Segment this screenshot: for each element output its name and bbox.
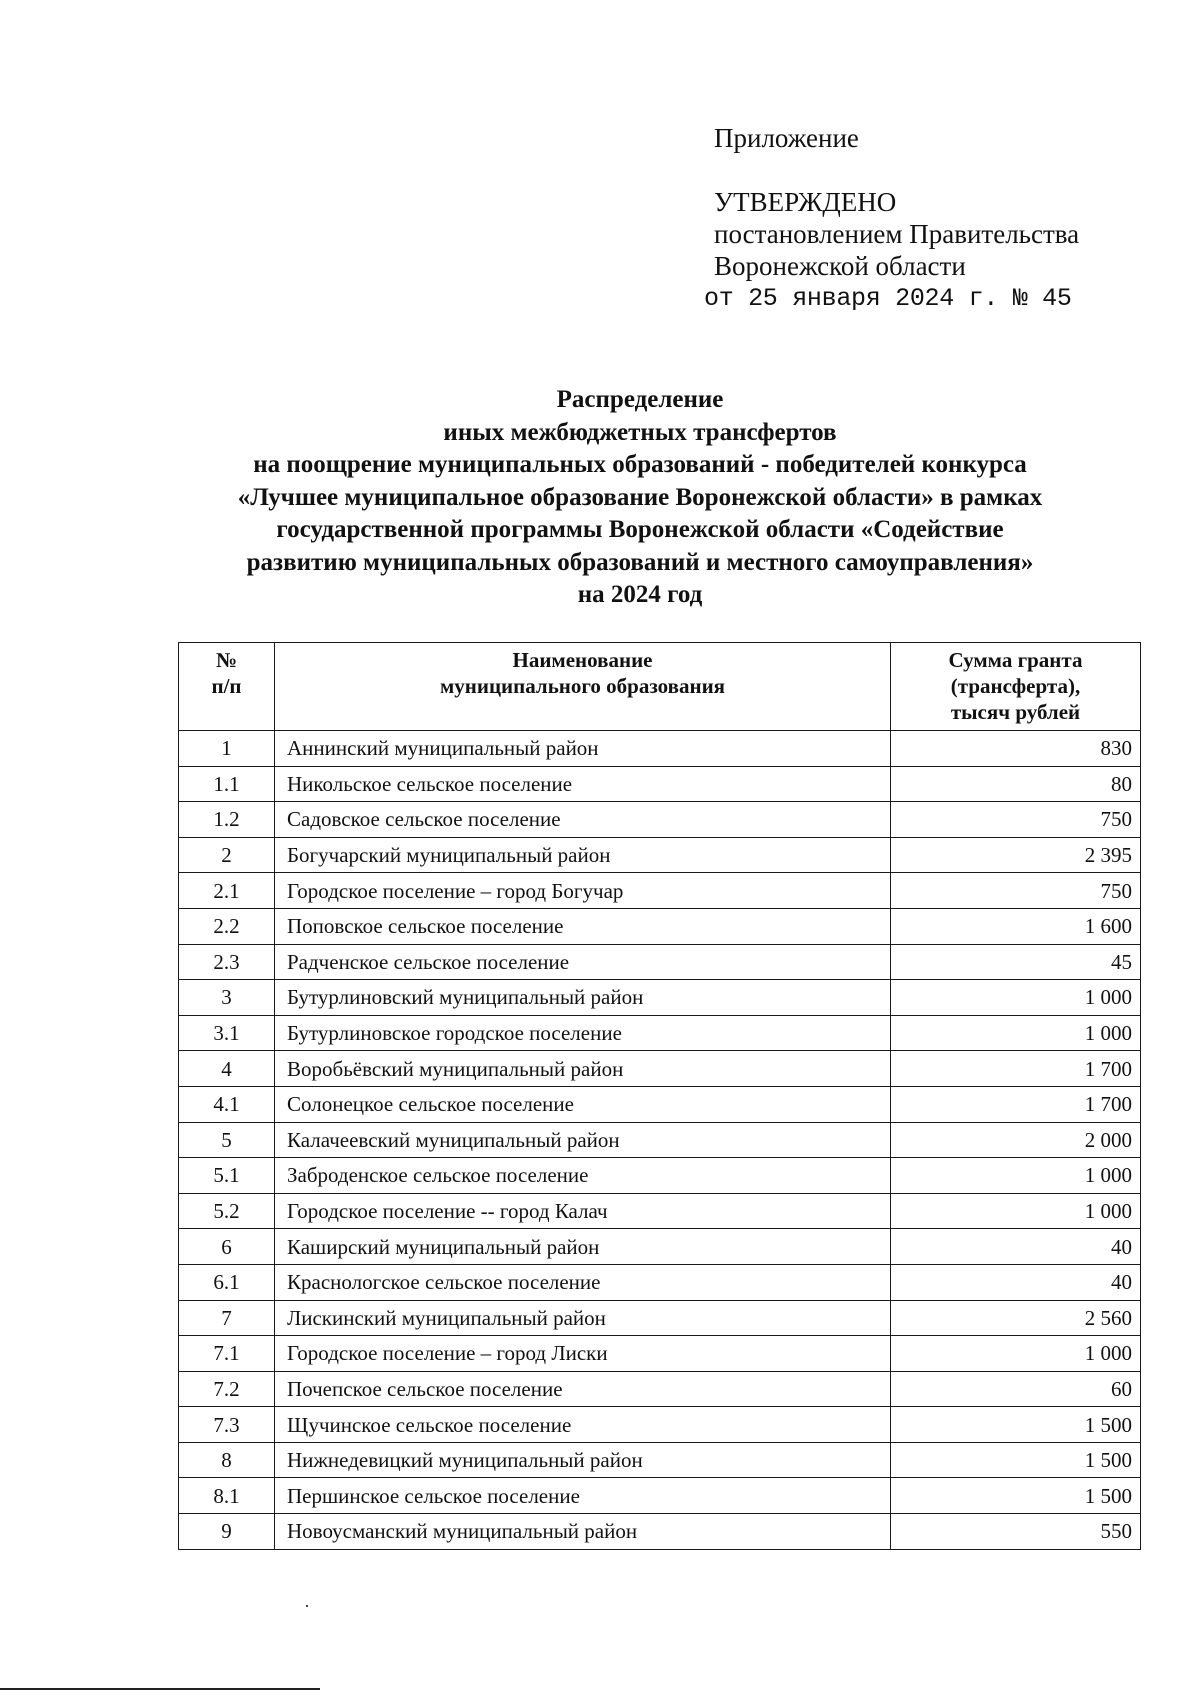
row-municipality-name: Лискинский муниципальный район <box>275 1300 891 1336</box>
table-row <box>179 1407 1141 1443</box>
row-number: 2 <box>179 837 275 873</box>
title-line: на 2024 год <box>577 581 703 608</box>
title-line: государственной программы Воронежской области «Содействие <box>276 516 1004 543</box>
table-row <box>179 980 1141 1016</box>
row-number: 4.1 <box>179 1086 275 1122</box>
row-number: 6.1 <box>179 1264 275 1300</box>
row-grant-sum: 1 000 <box>891 1193 1141 1229</box>
header-sum <box>891 643 1141 731</box>
row-municipality-name: Радченское сельское поселение <box>275 944 891 980</box>
row-municipality-name: Никольское сельское поселение <box>275 766 891 802</box>
approved-label: УТВЕРЖДЕНО <box>714 187 897 217</box>
header-number-line-2: п/п <box>211 674 242 698</box>
table-row <box>179 802 1141 838</box>
row-grant-sum: 1 000 <box>891 1336 1141 1372</box>
row-municipality-name: Воробьёвский муниципальный район <box>275 1051 891 1087</box>
row-municipality-name: Почепское сельское поселение <box>275 1371 891 1407</box>
table-row <box>179 908 1141 944</box>
header-number-line-1: № <box>215 648 238 672</box>
row-grant-sum: 1 700 <box>891 1086 1141 1122</box>
header-sum-line-1: Сумма гранта <box>948 648 1083 672</box>
row-number: 1.2 <box>179 802 275 838</box>
header-name <box>275 643 891 731</box>
row-municipality-name: Краснологское сельское поселение <box>275 1264 891 1300</box>
table-row <box>179 1051 1141 1087</box>
table-row <box>179 944 1141 980</box>
row-municipality-name: Солонецкое сельское поселение <box>275 1086 891 1122</box>
row-municipality-name: Щучинское сельское поселение <box>275 1407 891 1443</box>
row-grant-sum: 1 700 <box>891 1051 1141 1087</box>
title-line: «Лучшее муниципальное образование Воронежской области» в рамках <box>237 483 1043 511</box>
row-number: 5.2 <box>179 1193 275 1229</box>
row-grant-sum: 1 000 <box>891 1158 1141 1194</box>
row-grant-sum: 1 500 <box>891 1407 1141 1443</box>
table-row <box>179 731 1141 767</box>
table-row <box>179 1371 1141 1407</box>
row-municipality-name: Городское поселение – город Богучар <box>275 873 891 909</box>
row-municipality-name: Городское поселение -- город Калач <box>275 1193 891 1229</box>
title-line: на поощрение муниципальных образований - победителей конкурса <box>253 451 1027 478</box>
row-number: 7.2 <box>179 1371 275 1407</box>
table-row <box>179 1122 1141 1158</box>
row-grant-sum: 1 600 <box>891 908 1141 944</box>
table-row <box>179 1264 1141 1300</box>
row-grant-sum: 2 560 <box>891 1300 1141 1336</box>
decree-reference: от 25 января 2024 г. № 45 <box>704 284 1072 313</box>
row-grant-sum: 40 <box>891 1264 1141 1300</box>
row-number: 2.3 <box>179 944 275 980</box>
title-line: иных межбюджетных трансфертов <box>443 418 837 446</box>
header-sum-line-2: (трансферта), <box>950 674 1081 698</box>
title-line: Распределение <box>556 386 724 413</box>
grants-table <box>178 642 1141 1550</box>
row-grant-sum: 2 395 <box>891 837 1141 873</box>
table-row <box>179 766 1141 802</box>
row-grant-sum: 40 <box>891 1229 1141 1265</box>
document-title <box>150 384 1130 612</box>
table-row <box>179 1158 1141 1194</box>
row-number: 8.1 <box>179 1478 275 1514</box>
row-number: 3 <box>179 980 275 1016</box>
row-number: 7.3 <box>179 1407 275 1443</box>
row-number: 8 <box>179 1442 275 1478</box>
header-sum-line-3: тысяч рублей <box>950 700 1081 724</box>
table-row <box>179 1514 1141 1550</box>
row-number: 5 <box>179 1122 275 1158</box>
row-grant-sum: 80 <box>891 766 1141 802</box>
row-grant-sum: 1 500 <box>891 1478 1141 1514</box>
row-municipality-name: Нижнедевицкий муниципальный район <box>275 1442 891 1478</box>
issuer-line-1: постановлением Правительства <box>714 219 1080 249</box>
table-body <box>179 731 1141 1550</box>
header-name-line-2: муниципального образования <box>439 674 726 698</box>
row-number: 4 <box>179 1051 275 1087</box>
table-row <box>179 1015 1141 1051</box>
title-line: развитию муниципальных образований и местного самоуправления» <box>246 548 1034 576</box>
row-municipality-name: Першинское сельское поселение <box>275 1478 891 1514</box>
row-grant-sum: 1 500 <box>891 1442 1141 1478</box>
table-row <box>179 1300 1141 1336</box>
row-grant-sum: 750 <box>891 802 1141 838</box>
row-grant-sum: 550 <box>891 1514 1141 1550</box>
row-number: 6 <box>179 1229 275 1265</box>
table-row <box>179 1193 1141 1229</box>
table-row <box>179 1442 1141 1478</box>
row-number: 9 <box>179 1514 275 1550</box>
row-municipality-name: Богучарский муниципальный район <box>275 837 891 873</box>
row-municipality-name: Аннинский муниципальный район <box>275 731 891 767</box>
header-number <box>179 643 275 731</box>
row-grant-sum: 2 000 <box>891 1122 1141 1158</box>
row-number: 7.1 <box>179 1336 275 1372</box>
row-grant-sum: 1 000 <box>891 980 1141 1016</box>
row-number: 1 <box>179 731 275 767</box>
row-number: 1.1 <box>179 766 275 802</box>
table-row <box>179 873 1141 909</box>
row-grant-sum: 1 000 <box>891 1015 1141 1051</box>
row-grant-sum: 750 <box>891 873 1141 909</box>
row-municipality-name: Бутурлиновский муниципальный район <box>275 980 891 1016</box>
table-header-row <box>179 643 1141 731</box>
row-municipality-name: Садовское сельское поселение <box>275 802 891 838</box>
row-municipality-name: Новоусманский муниципальный район <box>275 1514 891 1550</box>
approval-stamp <box>704 122 1154 314</box>
row-grant-sum: 60 <box>891 1371 1141 1407</box>
row-municipality-name: Калачеевский муниципальный район <box>275 1122 891 1158</box>
row-municipality-name: Городское поселение – город Лиски <box>275 1336 891 1372</box>
row-municipality-name: Бутурлиновское городское поселение <box>275 1015 891 1051</box>
scan-speck <box>306 1605 308 1607</box>
row-grant-sum: 45 <box>891 944 1141 980</box>
row-municipality-name: Каширский муниципальный район <box>275 1229 891 1265</box>
table-row <box>179 1086 1141 1122</box>
appendix-label: Приложение <box>714 123 859 153</box>
row-grant-sum: 830 <box>891 731 1141 767</box>
row-number: 5.1 <box>179 1158 275 1194</box>
row-number: 7 <box>179 1300 275 1336</box>
table-row <box>179 1229 1141 1265</box>
table-row <box>179 837 1141 873</box>
footer-rule <box>0 1688 320 1690</box>
row-municipality-name: Заброденское сельское поселение <box>275 1158 891 1194</box>
row-number: 2.1 <box>179 873 275 909</box>
row-number: 3.1 <box>179 1015 275 1051</box>
table-row <box>179 1478 1141 1514</box>
row-municipality-name: Поповское сельское поселение <box>275 908 891 944</box>
issuer-line-2: Воронежской области <box>714 251 966 281</box>
row-number: 2.2 <box>179 908 275 944</box>
header-name-line-1: Наименование <box>512 648 653 672</box>
table-row <box>179 1336 1141 1372</box>
